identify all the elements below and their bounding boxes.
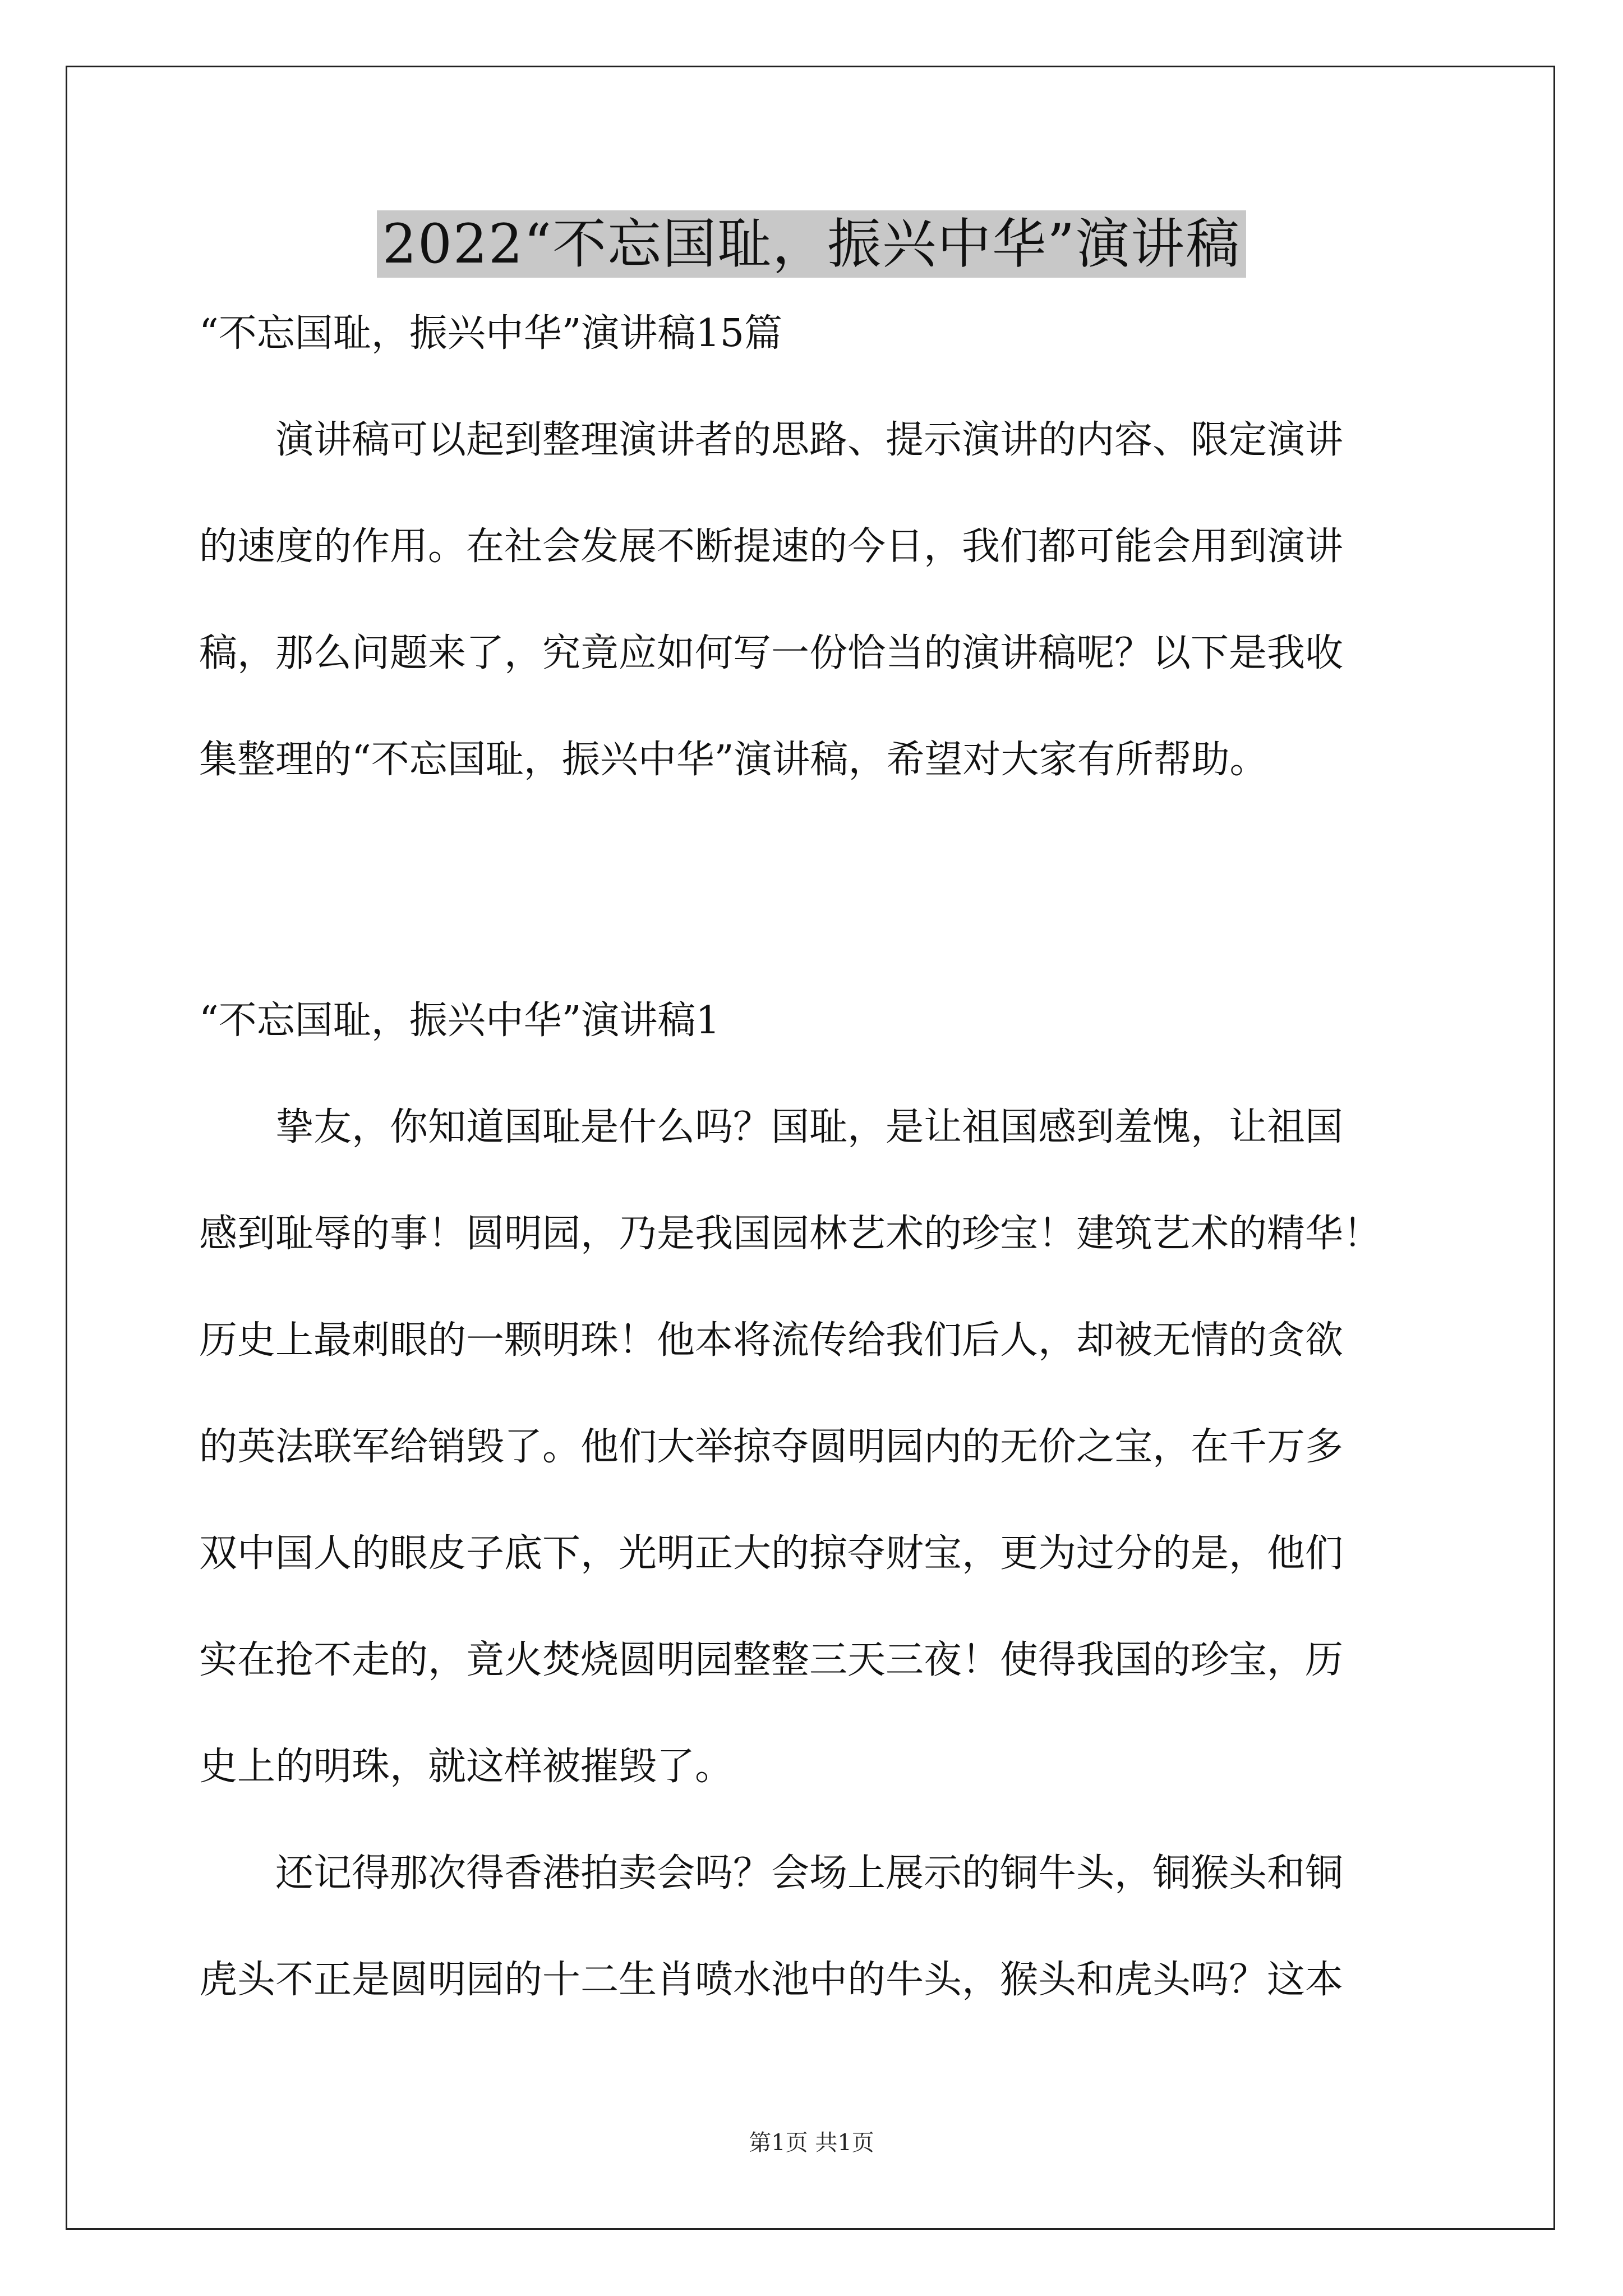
paragraph-line: 演讲稿可以起到整理演讲者的思路、提示演讲的内容、限定演讲 — [275, 418, 1344, 462]
paragraph-line: 虎头不正是圆明园的十二生肖喷水池中的牛头，猴头和虎头吗？这本 — [199, 1958, 1344, 2002]
paragraph-line: 历史上最刺眼的一颗明珠！他本将流传给我们后人，却被无情的贪欲 — [199, 1318, 1344, 1363]
paragraph-line: 挚友，你知道国耻是什么吗？国耻，是让祖国感到羞愧，让祖国 — [275, 1105, 1344, 1149]
paragraph-line: 的英法联军给销毁了。他们大举掠夺圆明园内的无价之宝，在千万多 — [199, 1425, 1344, 1469]
subtitle-line: “不忘国耻，振兴中华”演讲稿15篇 — [199, 311, 783, 356]
paragraph-line: 双中国人的眼皮子底下，光明正大的掠夺财宝，更为过分的是，他们 — [199, 1531, 1344, 1576]
page-footer: 第1页 共1页 — [749, 2130, 874, 2156]
paragraph-line: 史上的明珠，就这样被摧毁了。 — [199, 1745, 734, 1789]
paragraph-line: 的速度的作用。在社会发展不断提速的今日，我们都可能会用到演讲 — [199, 524, 1344, 569]
paragraph-line: 还记得那次得香港拍卖会吗？会场上展示的铜牛头，铜猴头和铜 — [275, 1851, 1344, 1895]
paragraph-line: 实在抢不走的，竟火焚烧圆明园整整三天三夜！使得我国的珍宝，历 — [199, 1638, 1344, 1682]
document-title-text: 2022“不忘国耻，振兴中华”演讲稿 — [377, 210, 1246, 278]
document-title — [0, 202, 1623, 286]
paragraph-line: 感到耻辱的事！圆明园，乃是我国园林艺术的珍宝！建筑艺术的精华！ — [199, 1212, 1382, 1256]
paragraph-line: 稿，那么问题来了，究竟应如何写一份恰当的演讲稿呢？以下是我收 — [199, 631, 1344, 675]
section-heading: “不忘国耻，振兴中华”演讲稿1 — [199, 999, 720, 1043]
paragraph-line: 集整理的“不忘国耻，振兴中华”演讲稿，希望对大家有所帮助。 — [199, 738, 1268, 782]
